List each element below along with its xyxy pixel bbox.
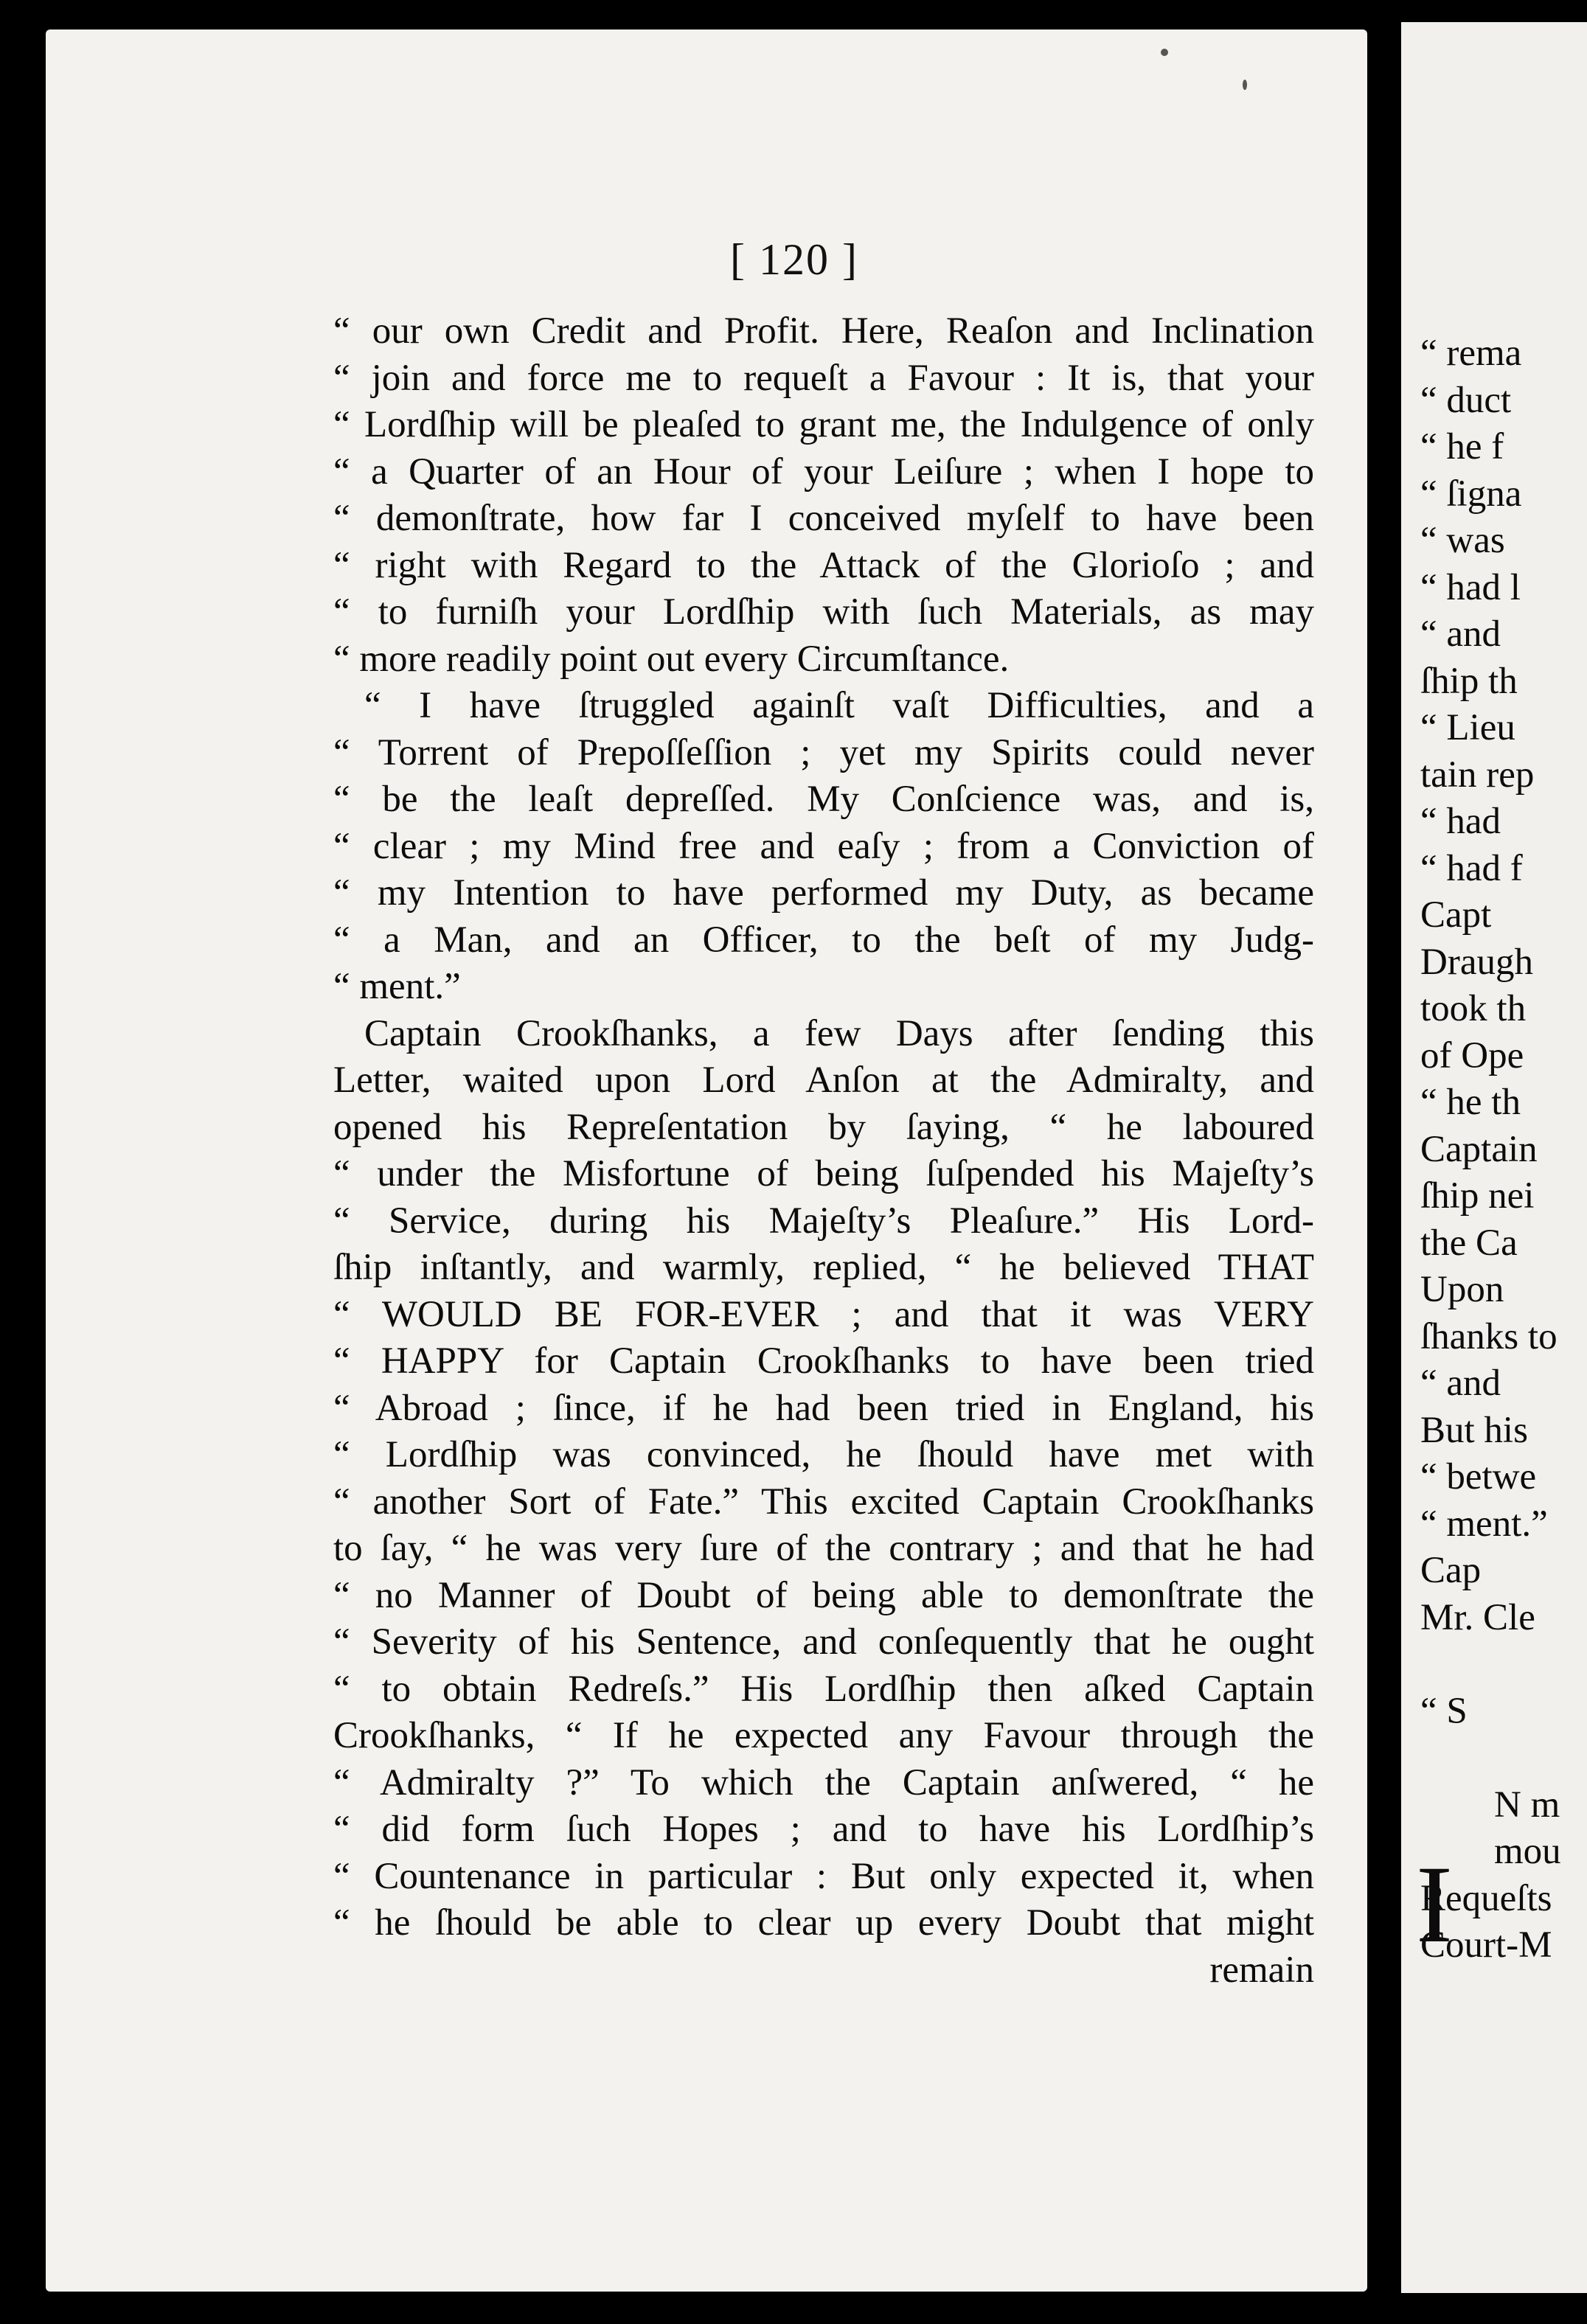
right-text-line: “ betwe <box>1420 1456 1537 1497</box>
right-text-line: “ was <box>1420 520 1505 561</box>
text-line: Captain Crookſhanks, a few Days after ſending this <box>364 1012 1314 1054</box>
text-line: “ Lordſhip was convinced, he ſhould have met with <box>333 1434 1314 1475</box>
text-line: “ clear ; my Mind free and eaſy ; from a Conviction of <box>333 825 1314 867</box>
text-line: opened his Repreſentation by ſaying, “ he laboured <box>333 1106 1314 1148</box>
text-line: “ our own Credit and Profit. Here, Reaſon and Inclination <box>333 310 1314 352</box>
text-line: “ more readily point out every Circumſtance. <box>333 638 1010 680</box>
right-text-line: “ S <box>1420 1690 1468 1732</box>
right-text-line: “ rema <box>1420 333 1522 374</box>
page-number: [ 120 ] <box>730 235 858 284</box>
text-line: Letter, waited upon Lord Anſon at the Admiralty, and <box>333 1060 1314 1101</box>
text-line: “ I have ſtruggled againſt vaſt Difficulties, and a <box>364 685 1314 726</box>
text-line: “ right with Regard to the Attack of the Glorioſo ; and <box>333 544 1314 586</box>
text-line: “ did form ſuch Hopes ; and to have his Lordſhip’s <box>333 1809 1314 1850</box>
right-text-line: ſhip th <box>1420 660 1518 702</box>
text-line: “ WOULD BE FOR-EVER ; and that it was VERY <box>333 1293 1314 1335</box>
right-text-line: tain rep <box>1420 754 1535 796</box>
text-line: “ a Man, and an Officer, to the beſt of my Judg- <box>333 919 1314 961</box>
text-line: “ Abroad ; ſince, if he had been tried in England, his <box>333 1387 1314 1429</box>
right-text-line <box>1420 1641 1587 1688</box>
text-line: “ no Manner of Doubt of being able to demonſtrate the <box>333 1574 1314 1616</box>
right-text-line: mou <box>1494 1831 1561 1872</box>
right-text-line: “ had f <box>1420 847 1523 889</box>
drop-cap-initial: I <box>1416 1843 1453 1966</box>
right-text-line: “ he f <box>1420 426 1504 467</box>
left-page-text <box>333 308 1314 1994</box>
right-text-line: N m <box>1494 1784 1560 1826</box>
text-line: “ he ſhould be able to clear up every Doubt that might <box>333 1902 1314 1944</box>
text-line: “ my Intention to have performed my Duty, as became <box>333 872 1314 914</box>
right-text-line: But his <box>1420 1409 1528 1451</box>
right-text-line: Capt <box>1420 894 1492 936</box>
right-text-line: “ had <box>1420 801 1501 842</box>
text-line: “ ment.” <box>333 966 461 1007</box>
right-text-line: Requeſts <box>1420 1877 1552 1919</box>
right-text-line: of Ope <box>1420 1034 1524 1076</box>
text-line: remain <box>1209 1949 1314 1991</box>
right-text-line: “ and <box>1420 1363 1501 1404</box>
text-line: “ Lordſhip will be pleaſed to grant me, the Indulgence of only <box>333 404 1314 445</box>
right-text-line: “ ment.” <box>1420 1503 1548 1545</box>
text-line: “ Admiralty ?” To which the Captain anſwered, “ he <box>333 1761 1314 1803</box>
right-page-text <box>1420 330 1587 1969</box>
text-line: “ Countenance in particular : But only expected it, when <box>333 1855 1314 1897</box>
text-line: “ Severity of his Sentence, and conſequently that he ought <box>333 1621 1314 1663</box>
text-line: ſhip inſtantly, and warmly, replied, “ he believed THAT <box>333 1247 1314 1288</box>
text-line: “ be the leaſt depreſſed. My Conſcience was, and is, <box>333 779 1314 820</box>
right-text-line: the Ca <box>1420 1222 1518 1264</box>
text-line: “ to obtain Redreſs.” His Lordſhip then aſked Captain <box>333 1668 1314 1710</box>
right-text-line: ſhanks to <box>1420 1315 1558 1357</box>
book-gutter <box>1367 0 1401 2324</box>
right-text-line: “ had l <box>1420 566 1521 608</box>
scan-speck <box>1243 80 1247 90</box>
text-line: “ under the Misfortune of being ſuſpended his Majeſty’s <box>333 1153 1314 1194</box>
right-text-line: ſhip nei <box>1420 1175 1535 1217</box>
text-line: “ Service, during his Majeſty’s Pleaſure.” His Lord- <box>333 1200 1314 1242</box>
right-text-line: “ Lieu <box>1420 707 1515 748</box>
right-text-line: Draugh <box>1420 941 1533 983</box>
right-text-line: “ ſigna <box>1420 473 1522 515</box>
text-line: “ a Quarter of an Hour of your Leiſure ; when I hope to <box>333 450 1314 493</box>
right-text-line: “ duct <box>1420 379 1512 421</box>
right-text-line: Mr. Cle <box>1420 1596 1535 1638</box>
right-text-line: Upon <box>1420 1269 1504 1310</box>
right-text-line: Court-M <box>1420 1924 1552 1966</box>
text-line: “ to furniſh your Lordſhip with ſuch Materials, as may <box>333 591 1314 633</box>
right-text-line: “ he th <box>1420 1082 1521 1123</box>
right-text-line: Captain <box>1420 1128 1538 1170</box>
scan-speck <box>1161 49 1168 56</box>
right-text-line: “ and <box>1420 613 1501 655</box>
text-line: Crookſhanks, “ If he expected any Favour through the <box>333 1715 1314 1756</box>
text-line: “ another Sort of Fate.” This excited Captain Crookſhanks <box>333 1481 1314 1523</box>
right-text-line: Cap <box>1420 1550 1482 1591</box>
text-line: “ demonſtrate, how far I conceived myſelf to have been <box>333 498 1314 539</box>
text-line: “ Torrent of Prepoſſeſſion ; yet my Spirits could never <box>333 731 1314 773</box>
text-line: “ HAPPY for Captain Crookſhanks to have been tried <box>333 1340 1314 1382</box>
right-page <box>1401 22 1587 2293</box>
text-line: “ join and force me to requeſt a Favour : It is, that your <box>333 357 1314 399</box>
right-text-line: took th <box>1420 988 1527 1029</box>
right-text-line <box>1420 1735 1587 1782</box>
text-line: to ſay, “ he was very ſure of the contrary ; and that he had <box>333 1528 1314 1569</box>
